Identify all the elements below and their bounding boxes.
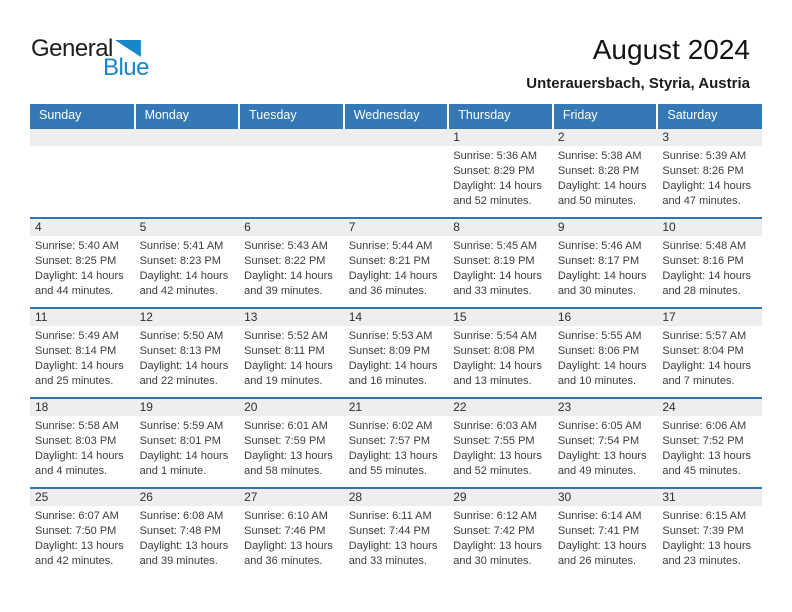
day-details bbox=[30, 236, 135, 299]
day-details bbox=[344, 506, 449, 569]
sunset-text: Sunset: 7:41 PM bbox=[557, 525, 640, 537]
sunrise-text: Sunrise: 5:50 AM bbox=[139, 330, 224, 342]
day-number: 5 bbox=[135, 219, 240, 236]
day-cell bbox=[239, 218, 344, 308]
day-cell bbox=[30, 398, 135, 488]
sunset-text: Sunset: 8:16 PM bbox=[662, 255, 744, 267]
day-number: 18 bbox=[30, 399, 135, 416]
day-cell bbox=[30, 488, 135, 578]
day-number: 8 bbox=[448, 219, 553, 236]
sunrise-text: Sunrise: 6:12 AM bbox=[453, 510, 538, 522]
sunset-text: Sunset: 8:17 PM bbox=[557, 255, 640, 267]
day-details bbox=[448, 146, 553, 209]
sunrise-text: Sunrise: 5:46 AM bbox=[557, 240, 642, 252]
daylight-text: Daylight: 13 hours and 58 minutes. bbox=[244, 450, 333, 477]
day-details bbox=[448, 416, 553, 479]
daylight-text: Daylight: 14 hours and 7 minutes. bbox=[662, 360, 752, 387]
sunset-text: Sunset: 8:04 PM bbox=[662, 345, 744, 357]
sunset-text: Sunset: 7:44 PM bbox=[348, 525, 431, 537]
sunset-text: Sunset: 7:48 PM bbox=[139, 525, 221, 537]
sunset-text: Sunset: 7:57 PM bbox=[348, 435, 431, 447]
day-details bbox=[239, 506, 344, 569]
day-number: 7 bbox=[344, 219, 449, 236]
day-number: 26 bbox=[135, 489, 240, 506]
day-details bbox=[30, 326, 135, 389]
sunrise-text: Sunrise: 6:14 AM bbox=[557, 510, 642, 522]
sunset-text: Sunset: 7:52 PM bbox=[662, 435, 744, 447]
weekday-header-row bbox=[30, 104, 762, 128]
day-cell bbox=[344, 398, 449, 488]
day-number: 12 bbox=[135, 309, 240, 326]
day-details bbox=[657, 146, 762, 209]
sunset-text: Sunset: 8:01 PM bbox=[139, 435, 221, 447]
sunset-text: Sunset: 8:23 PM bbox=[139, 255, 221, 267]
daylight-text: Daylight: 14 hours and 42 minutes. bbox=[139, 270, 229, 297]
weekday-header-tuesday: Tuesday bbox=[239, 104, 344, 128]
day-cell bbox=[553, 128, 658, 218]
daylight-text: Daylight: 14 hours and 28 minutes. bbox=[662, 270, 752, 297]
header-titles bbox=[526, 34, 750, 93]
calendar-table bbox=[30, 104, 762, 578]
sunrise-text: Sunrise: 6:10 AM bbox=[244, 510, 328, 522]
empty-day-cell bbox=[135, 128, 240, 218]
weekday-header-monday: Monday bbox=[135, 104, 240, 128]
sunset-text: Sunset: 8:28 PM bbox=[557, 165, 640, 177]
day-number: 22 bbox=[448, 399, 553, 416]
day-cell bbox=[657, 128, 762, 218]
sunrise-text: Sunrise: 5:58 AM bbox=[35, 420, 119, 432]
day-band-empty bbox=[135, 129, 240, 146]
day-cell bbox=[135, 488, 240, 578]
day-number: 30 bbox=[553, 489, 658, 506]
empty-day-cell bbox=[239, 128, 344, 218]
day-cell bbox=[657, 398, 762, 488]
day-number: 16 bbox=[553, 309, 658, 326]
day-number: 10 bbox=[657, 219, 762, 236]
sunrise-text: Sunrise: 5:54 AM bbox=[453, 330, 538, 342]
day-cell bbox=[239, 308, 344, 398]
sunset-text: Sunset: 7:55 PM bbox=[453, 435, 535, 447]
week-row bbox=[30, 218, 762, 308]
daylight-text: Daylight: 14 hours and 13 minutes. bbox=[453, 360, 542, 387]
sunset-text: Sunset: 8:03 PM bbox=[35, 435, 117, 447]
day-cell bbox=[657, 218, 762, 308]
sunrise-text: Sunrise: 5:38 AM bbox=[557, 150, 642, 162]
day-cell bbox=[448, 308, 553, 398]
day-details bbox=[135, 506, 240, 569]
logo-text-blue: Blue bbox=[102, 54, 149, 81]
day-number: 17 bbox=[657, 309, 762, 326]
day-details bbox=[448, 506, 553, 569]
day-number: 6 bbox=[239, 219, 344, 236]
day-number: 1 bbox=[448, 129, 553, 146]
daylight-text: Daylight: 13 hours and 36 minutes. bbox=[244, 540, 333, 567]
sunrise-text: Sunrise: 5:36 AM bbox=[453, 150, 538, 162]
daylight-text: Daylight: 13 hours and 39 minutes. bbox=[139, 540, 229, 567]
sunrise-text: Sunrise: 5:41 AM bbox=[139, 240, 224, 252]
day-number: 11 bbox=[30, 309, 135, 326]
day-cell bbox=[135, 218, 240, 308]
day-cell bbox=[448, 128, 553, 218]
sunrise-text: Sunrise: 6:05 AM bbox=[557, 420, 642, 432]
daylight-text: Daylight: 13 hours and 45 minutes. bbox=[662, 450, 752, 477]
page-location: Unterauersbach, Styria, Austria bbox=[526, 75, 750, 92]
day-details bbox=[553, 236, 658, 299]
daylight-text: Daylight: 13 hours and 52 minutes. bbox=[453, 450, 542, 477]
sunrise-text: Sunrise: 5:59 AM bbox=[139, 420, 224, 432]
day-number: 27 bbox=[239, 489, 344, 506]
sunset-text: Sunset: 8:06 PM bbox=[557, 345, 640, 357]
day-cell bbox=[553, 308, 658, 398]
calendar-body bbox=[30, 128, 762, 578]
sunset-text: Sunset: 8:21 PM bbox=[348, 255, 431, 267]
day-number: 19 bbox=[135, 399, 240, 416]
day-details bbox=[448, 236, 553, 299]
sunrise-text: Sunrise: 6:01 AM bbox=[244, 420, 328, 432]
weekday-header-saturday: Saturday bbox=[657, 104, 762, 128]
day-cell bbox=[657, 488, 762, 578]
daylight-text: Daylight: 14 hours and 36 minutes. bbox=[348, 270, 438, 297]
daylight-text: Daylight: 13 hours and 49 minutes. bbox=[557, 450, 647, 477]
daylight-text: Daylight: 14 hours and 44 minutes. bbox=[35, 270, 124, 297]
sunset-text: Sunset: 8:26 PM bbox=[662, 165, 744, 177]
daylight-text: Daylight: 13 hours and 55 minutes. bbox=[348, 450, 438, 477]
day-details bbox=[344, 416, 449, 479]
day-number: 15 bbox=[448, 309, 553, 326]
sunset-text: Sunset: 8:08 PM bbox=[453, 345, 535, 357]
sunrise-text: Sunrise: 5:48 AM bbox=[662, 240, 747, 252]
day-band-empty bbox=[239, 129, 344, 146]
daylight-text: Daylight: 14 hours and 4 minutes. bbox=[35, 450, 124, 477]
daylight-text: Daylight: 14 hours and 30 minutes. bbox=[557, 270, 647, 297]
sunrise-text: Sunrise: 5:40 AM bbox=[35, 240, 119, 252]
day-cell bbox=[553, 488, 658, 578]
day-details bbox=[553, 416, 658, 479]
day-details bbox=[553, 506, 658, 569]
day-details bbox=[344, 236, 449, 299]
sunset-text: Sunset: 8:09 PM bbox=[348, 345, 431, 357]
day-cell bbox=[239, 398, 344, 488]
daylight-text: Daylight: 14 hours and 47 minutes. bbox=[662, 180, 752, 207]
day-details bbox=[30, 506, 135, 569]
sunrise-text: Sunrise: 5:43 AM bbox=[244, 240, 328, 252]
day-cell bbox=[553, 398, 658, 488]
sunset-text: Sunset: 8:22 PM bbox=[244, 255, 326, 267]
day-details bbox=[239, 326, 344, 389]
day-details bbox=[135, 416, 240, 479]
sunset-text: Sunset: 7:50 PM bbox=[35, 525, 117, 537]
sunrise-text: Sunrise: 6:15 AM bbox=[662, 510, 747, 522]
day-number: 20 bbox=[239, 399, 344, 416]
day-number: 4 bbox=[30, 219, 135, 236]
day-details bbox=[135, 236, 240, 299]
sunrise-text: Sunrise: 5:44 AM bbox=[348, 240, 433, 252]
daylight-text: Daylight: 14 hours and 50 minutes. bbox=[557, 180, 647, 207]
sunrise-text: Sunrise: 6:07 AM bbox=[35, 510, 119, 522]
day-number: 13 bbox=[239, 309, 344, 326]
day-cell bbox=[344, 218, 449, 308]
day-details bbox=[657, 236, 762, 299]
sunrise-text: Sunrise: 6:11 AM bbox=[348, 510, 432, 522]
week-row bbox=[30, 128, 762, 218]
sunset-text: Sunset: 8:13 PM bbox=[139, 345, 221, 357]
day-cell bbox=[30, 308, 135, 398]
day-cell bbox=[448, 398, 553, 488]
sunset-text: Sunset: 7:54 PM bbox=[557, 435, 640, 447]
sunrise-text: Sunrise: 5:49 AM bbox=[35, 330, 119, 342]
daylight-text: Daylight: 13 hours and 33 minutes. bbox=[348, 540, 438, 567]
weekday-header-thursday: Thursday bbox=[448, 104, 553, 128]
day-details bbox=[239, 416, 344, 479]
day-band-empty bbox=[30, 129, 135, 146]
day-band-empty bbox=[344, 129, 449, 146]
daylight-text: Daylight: 13 hours and 42 minutes. bbox=[35, 540, 124, 567]
sunset-text: Sunset: 7:59 PM bbox=[244, 435, 326, 447]
daylight-text: Daylight: 14 hours and 16 minutes. bbox=[348, 360, 438, 387]
sunset-text: Sunset: 8:14 PM bbox=[35, 345, 117, 357]
week-row bbox=[30, 488, 762, 578]
sunset-text: Sunset: 7:46 PM bbox=[244, 525, 326, 537]
day-number: 25 bbox=[30, 489, 135, 506]
sunset-text: Sunset: 7:42 PM bbox=[453, 525, 535, 537]
daylight-text: Daylight: 14 hours and 33 minutes. bbox=[453, 270, 542, 297]
daylight-text: Daylight: 14 hours and 19 minutes. bbox=[244, 360, 333, 387]
daylight-text: Daylight: 13 hours and 26 minutes. bbox=[557, 540, 647, 567]
week-row bbox=[30, 398, 762, 488]
day-cell bbox=[344, 308, 449, 398]
day-number: 14 bbox=[344, 309, 449, 326]
day-number: 23 bbox=[553, 399, 658, 416]
empty-day-cell bbox=[344, 128, 449, 218]
day-cell bbox=[553, 218, 658, 308]
day-details bbox=[553, 146, 658, 209]
sunrise-text: Sunrise: 6:08 AM bbox=[139, 510, 224, 522]
day-details bbox=[344, 326, 449, 389]
general-blue-logo bbox=[31, 37, 149, 80]
weekday-header-sunday: Sunday bbox=[30, 104, 135, 128]
page-title: August 2024 bbox=[592, 34, 750, 65]
day-details bbox=[448, 326, 553, 389]
daylight-text: Daylight: 14 hours and 25 minutes. bbox=[35, 360, 124, 387]
day-details bbox=[657, 506, 762, 569]
sunset-text: Sunset: 8:19 PM bbox=[453, 255, 535, 267]
daylight-text: Daylight: 14 hours and 52 minutes. bbox=[453, 180, 542, 207]
sunrise-text: Sunrise: 5:53 AM bbox=[348, 330, 433, 342]
weekday-header-wednesday: Wednesday bbox=[344, 104, 449, 128]
week-row bbox=[30, 308, 762, 398]
sunrise-text: Sunrise: 5:55 AM bbox=[557, 330, 642, 342]
sunrise-text: Sunrise: 6:06 AM bbox=[662, 420, 747, 432]
day-cell bbox=[344, 488, 449, 578]
sunrise-text: Sunrise: 5:39 AM bbox=[662, 150, 747, 162]
sunset-text: Sunset: 8:25 PM bbox=[35, 255, 117, 267]
logo-text-general: General bbox=[31, 35, 113, 62]
daylight-text: Daylight: 13 hours and 30 minutes. bbox=[453, 540, 542, 567]
day-number: 31 bbox=[657, 489, 762, 506]
day-number: 21 bbox=[344, 399, 449, 416]
daylight-text: Daylight: 14 hours and 1 minute. bbox=[139, 450, 229, 477]
day-details bbox=[239, 236, 344, 299]
sunrise-text: Sunrise: 6:03 AM bbox=[453, 420, 538, 432]
day-number: 2 bbox=[553, 129, 658, 146]
day-cell bbox=[448, 218, 553, 308]
weekday-header-friday: Friday bbox=[553, 104, 658, 128]
daylight-text: Daylight: 14 hours and 39 minutes. bbox=[244, 270, 333, 297]
day-details bbox=[135, 326, 240, 389]
day-cell bbox=[448, 488, 553, 578]
sunrise-text: Sunrise: 6:02 AM bbox=[348, 420, 433, 432]
empty-day-cell bbox=[30, 128, 135, 218]
day-details bbox=[657, 416, 762, 479]
day-number: 24 bbox=[657, 399, 762, 416]
daylight-text: Daylight: 14 hours and 22 minutes. bbox=[139, 360, 229, 387]
day-cell bbox=[135, 308, 240, 398]
day-details bbox=[657, 326, 762, 389]
day-cell bbox=[135, 398, 240, 488]
sunrise-text: Sunrise: 5:57 AM bbox=[662, 330, 747, 342]
sunrise-text: Sunrise: 5:45 AM bbox=[453, 240, 538, 252]
sunrise-text: Sunrise: 5:52 AM bbox=[244, 330, 328, 342]
daylight-text: Daylight: 14 hours and 10 minutes. bbox=[557, 360, 647, 387]
day-details bbox=[30, 416, 135, 479]
day-number: 29 bbox=[448, 489, 553, 506]
day-cell bbox=[239, 488, 344, 578]
sunset-text: Sunset: 8:29 PM bbox=[453, 165, 535, 177]
day-cell bbox=[657, 308, 762, 398]
day-number: 3 bbox=[657, 129, 762, 146]
daylight-text: Daylight: 13 hours and 23 minutes. bbox=[662, 540, 752, 567]
weekday-header bbox=[30, 104, 762, 128]
day-number: 28 bbox=[344, 489, 449, 506]
sunset-text: Sunset: 8:11 PM bbox=[244, 345, 325, 357]
day-cell bbox=[30, 218, 135, 308]
day-number: 9 bbox=[553, 219, 658, 236]
sunset-text: Sunset: 7:39 PM bbox=[662, 525, 744, 537]
day-details bbox=[553, 326, 658, 389]
